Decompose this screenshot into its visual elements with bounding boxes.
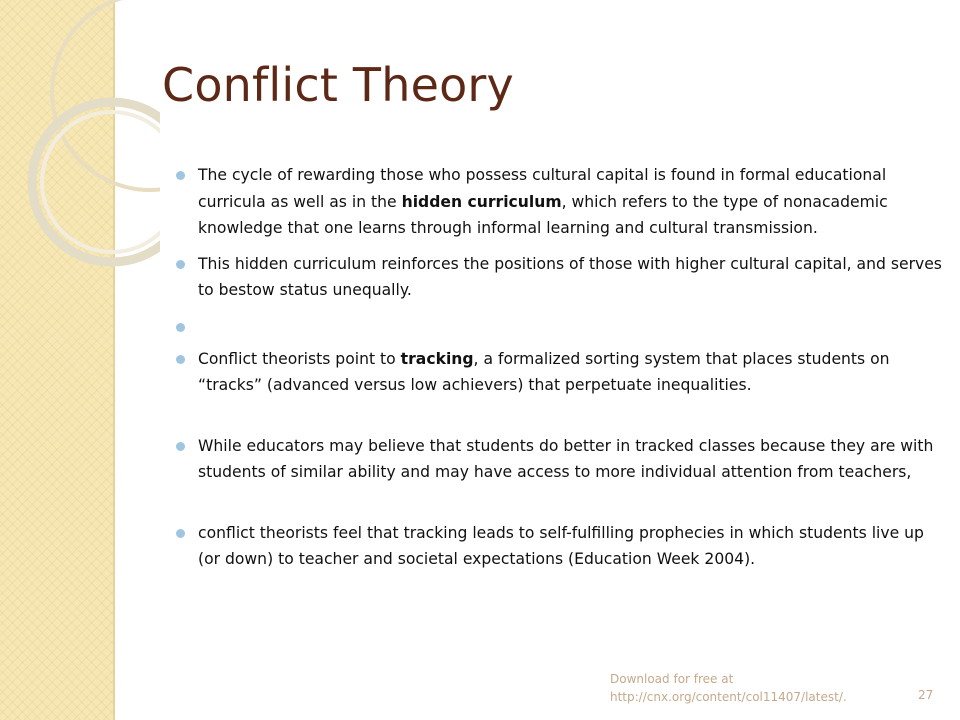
footer-attribution — [610, 670, 847, 706]
bullet-list — [160, 162, 950, 573]
bullet-dot-icon — [176, 260, 185, 269]
bullet-dot-icon — [176, 323, 185, 332]
decorative-circle-inner — [42, 112, 160, 252]
bullet-text: , which refers to the type of nonacademic knowledge that one learns through informal learning and cultural transmission. — [198, 192, 888, 237]
bullet-dot-icon — [176, 529, 185, 538]
bullet-text: conflict theorists feel that tracking leads to self-fulfilling prophecies in which students live up (or down) to teacher and societal expectations (Education Week 2004). — [198, 523, 924, 568]
bullet-text: While educators may believe that students do better in tracked classes because they are with students of similar ability and may have access to more individual attention from teachers, — [198, 436, 934, 481]
decorative-circle-medium — [32, 102, 160, 262]
bullet-item — [160, 346, 950, 399]
bullet-text: This hidden curriculum reinforces the positions of those with higher cultural capital, and serves to bestow status unequally. — [198, 254, 942, 299]
bullet-item — [160, 520, 950, 573]
bullet-dot-icon — [176, 355, 185, 364]
bullet-dot-icon — [176, 442, 185, 451]
decorative-circle-large — [52, 0, 160, 190]
bullet-item — [160, 251, 950, 304]
bullet-item — [160, 162, 950, 242]
bullet-dot-icon — [176, 171, 185, 180]
slide-number: 27 — [918, 688, 934, 702]
bullet-text: The cycle of rewarding those who possess cultural capital is found in formal educational curricula as well as in the — [198, 166, 887, 211]
bullet-bold-term: hidden curriculum — [401, 192, 562, 211]
bullet-item-empty — [160, 314, 950, 340]
bullet-text: Conflict theorists point to — [198, 349, 401, 368]
footer-download-text: Download for free at — [610, 672, 734, 686]
bullet-bold-term: tracking — [400, 349, 474, 368]
slide-title: Conflict Theory — [162, 58, 514, 112]
decorative-circles-graphic — [0, 0, 160, 320]
footer-url-link[interactable]: http://cnx.org/content/col11407/latest/. — [610, 690, 847, 704]
bullet-text: , a formalized sorting system that places students on “tracks” (advanced versus low achievers) that perpetuate inequalities. — [198, 349, 890, 394]
bullet-item — [160, 433, 950, 486]
